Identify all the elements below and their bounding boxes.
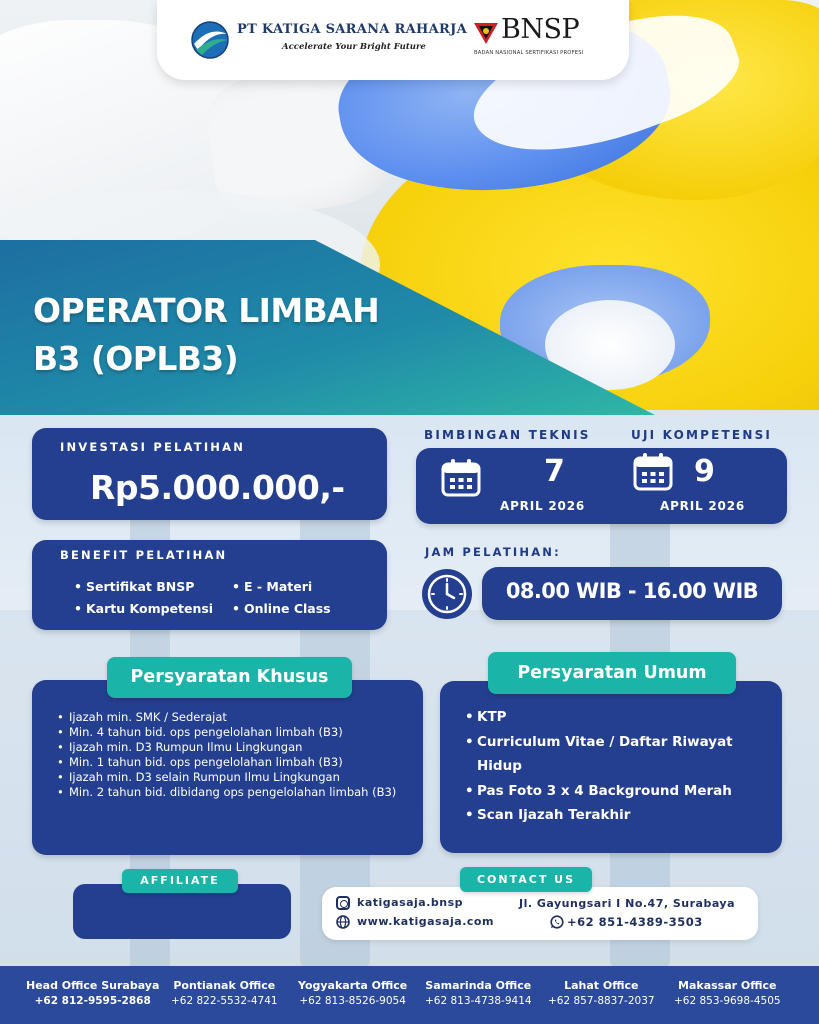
training-hours-label: JAM PELATIHAN: bbox=[425, 545, 561, 559]
bimbingan-day: 7 bbox=[544, 454, 565, 489]
globe-icon bbox=[336, 915, 350, 929]
office-phone[interactable]: +62 812-9595-2868 bbox=[34, 995, 151, 1007]
website-link[interactable]: www.katigasaja.com bbox=[357, 915, 494, 928]
company-tagline: Accelerate Your Bright Future bbox=[282, 42, 426, 52]
list-item: • KTP bbox=[465, 705, 775, 730]
list-item: • Ijazah min. SMK / Sederajat bbox=[57, 710, 417, 725]
instagram-icon bbox=[336, 896, 350, 910]
title-line-1: OPERATOR LIMBAH bbox=[33, 291, 380, 330]
benefit-label: BENEFIT PELATIHAN bbox=[60, 548, 228, 562]
office-name: Head Office Surabaya bbox=[26, 979, 160, 992]
office-phone[interactable]: +62 853-9698-4505 bbox=[674, 995, 781, 1007]
office-name: Lahat Office bbox=[564, 979, 639, 992]
instagram-handle[interactable]: katigasaja.bnsp bbox=[357, 896, 464, 909]
contact-box bbox=[322, 887, 758, 940]
office-phone[interactable]: +62 813-4738-9414 bbox=[425, 995, 532, 1007]
list-item: • Ijazah min. D3 Rumpun Ilmu Lingkungan bbox=[57, 740, 417, 755]
office-phone[interactable]: +62 857-8837-2037 bbox=[548, 995, 655, 1007]
bnsp-name: BNSP bbox=[501, 14, 580, 45]
title-line-2: B3 (OPLB3) bbox=[33, 339, 239, 378]
special-requirements-title: Persyaratan Khusus bbox=[107, 657, 352, 698]
office-name: Samarinda Office bbox=[425, 979, 532, 992]
calendar-icon bbox=[440, 458, 482, 498]
benefit-item: • Sertifikat BNSP bbox=[86, 579, 194, 594]
uji-day: 9 bbox=[694, 454, 715, 489]
whatsapp-icon bbox=[550, 915, 564, 929]
affiliate-label: AFFILIATE bbox=[122, 869, 238, 893]
katiga-logo-icon bbox=[190, 20, 230, 60]
office-name: Makassar Office bbox=[678, 979, 777, 992]
training-hours-value: 08.00 WIB - 16.00 WIB bbox=[505, 579, 759, 603]
investment-price: Rp5.000.000,- bbox=[90, 468, 345, 507]
training-hours-box bbox=[482, 567, 782, 620]
clock-icon bbox=[421, 568, 473, 620]
list-item: • Scan Ijazah Terakhir bbox=[465, 803, 775, 828]
office-head-surabaya bbox=[26, 979, 159, 1010]
office-makassar bbox=[674, 979, 781, 1010]
office-lahat bbox=[548, 979, 655, 1010]
bnsp-subtitle: BADAN NASIONAL SERTIFIKASI PROFESI bbox=[474, 50, 584, 56]
benefit-item: • Kartu Kompetensi bbox=[86, 601, 213, 616]
office-pontianak bbox=[171, 979, 278, 1010]
office-samarinda bbox=[425, 979, 532, 1010]
logo-card bbox=[157, 0, 629, 80]
uji-month: APRIL 2026 bbox=[660, 499, 746, 513]
general-requirements-list bbox=[465, 705, 775, 828]
list-item: • Curriculum Vitae / Daftar Riwayat Hidup bbox=[465, 730, 775, 779]
bimbingan-label: BIMBINGAN TEKNIS bbox=[424, 428, 591, 442]
office-yogyakarta bbox=[298, 979, 407, 1010]
benefit-item: • Online Class bbox=[244, 601, 331, 616]
office-name: Yogyakarta Office bbox=[298, 979, 408, 992]
list-item: • Min. 4 tahun bid. ops pengelolahan limbah (B3) bbox=[57, 725, 417, 740]
list-item: • Min. 1 tahun bid. ops pengelolahan limbah (B3) bbox=[57, 755, 417, 770]
calendar-icon bbox=[632, 452, 674, 492]
whatsapp-number[interactable]: +62 851-4389-3503 bbox=[567, 915, 703, 929]
office-phone[interactable]: +62 822-5532-4741 bbox=[171, 995, 278, 1007]
page-title bbox=[33, 287, 379, 383]
bimbingan-month: APRIL 2026 bbox=[500, 499, 586, 513]
bnsp-logo-icon bbox=[471, 20, 501, 46]
special-requirements-list bbox=[57, 710, 417, 800]
benefit-item: • E - Materi bbox=[244, 579, 312, 594]
investment-label: INVESTASI PELATIHAN bbox=[60, 440, 246, 454]
company-name: PT KATIGA SARANA RAHARJA bbox=[237, 22, 467, 37]
investment-box bbox=[32, 428, 387, 520]
office-name: Pontianak Office bbox=[173, 979, 276, 992]
footer-offices bbox=[0, 966, 819, 1024]
list-item: • Min. 2 tahun bid. dibidang ops pengelolahan limbah (B3) bbox=[57, 785, 417, 800]
contact-address: Jl. Gayungsari I No.47, Surabaya bbox=[519, 897, 736, 910]
contact-label: CONTACT US bbox=[460, 867, 592, 892]
benefit-box bbox=[32, 540, 387, 630]
office-phone[interactable]: +62 813-8526-9054 bbox=[299, 995, 406, 1007]
general-requirements-title: Persyaratan Umum bbox=[488, 652, 736, 694]
uji-label: UJI KOMPETENSI bbox=[631, 428, 773, 442]
schedule-box bbox=[416, 448, 787, 524]
list-item: • Ijazah min. D3 selain Rumpun Ilmu Lingkungan bbox=[57, 770, 417, 785]
list-item: • Pas Foto 3 x 4 Background Merah bbox=[465, 779, 775, 804]
